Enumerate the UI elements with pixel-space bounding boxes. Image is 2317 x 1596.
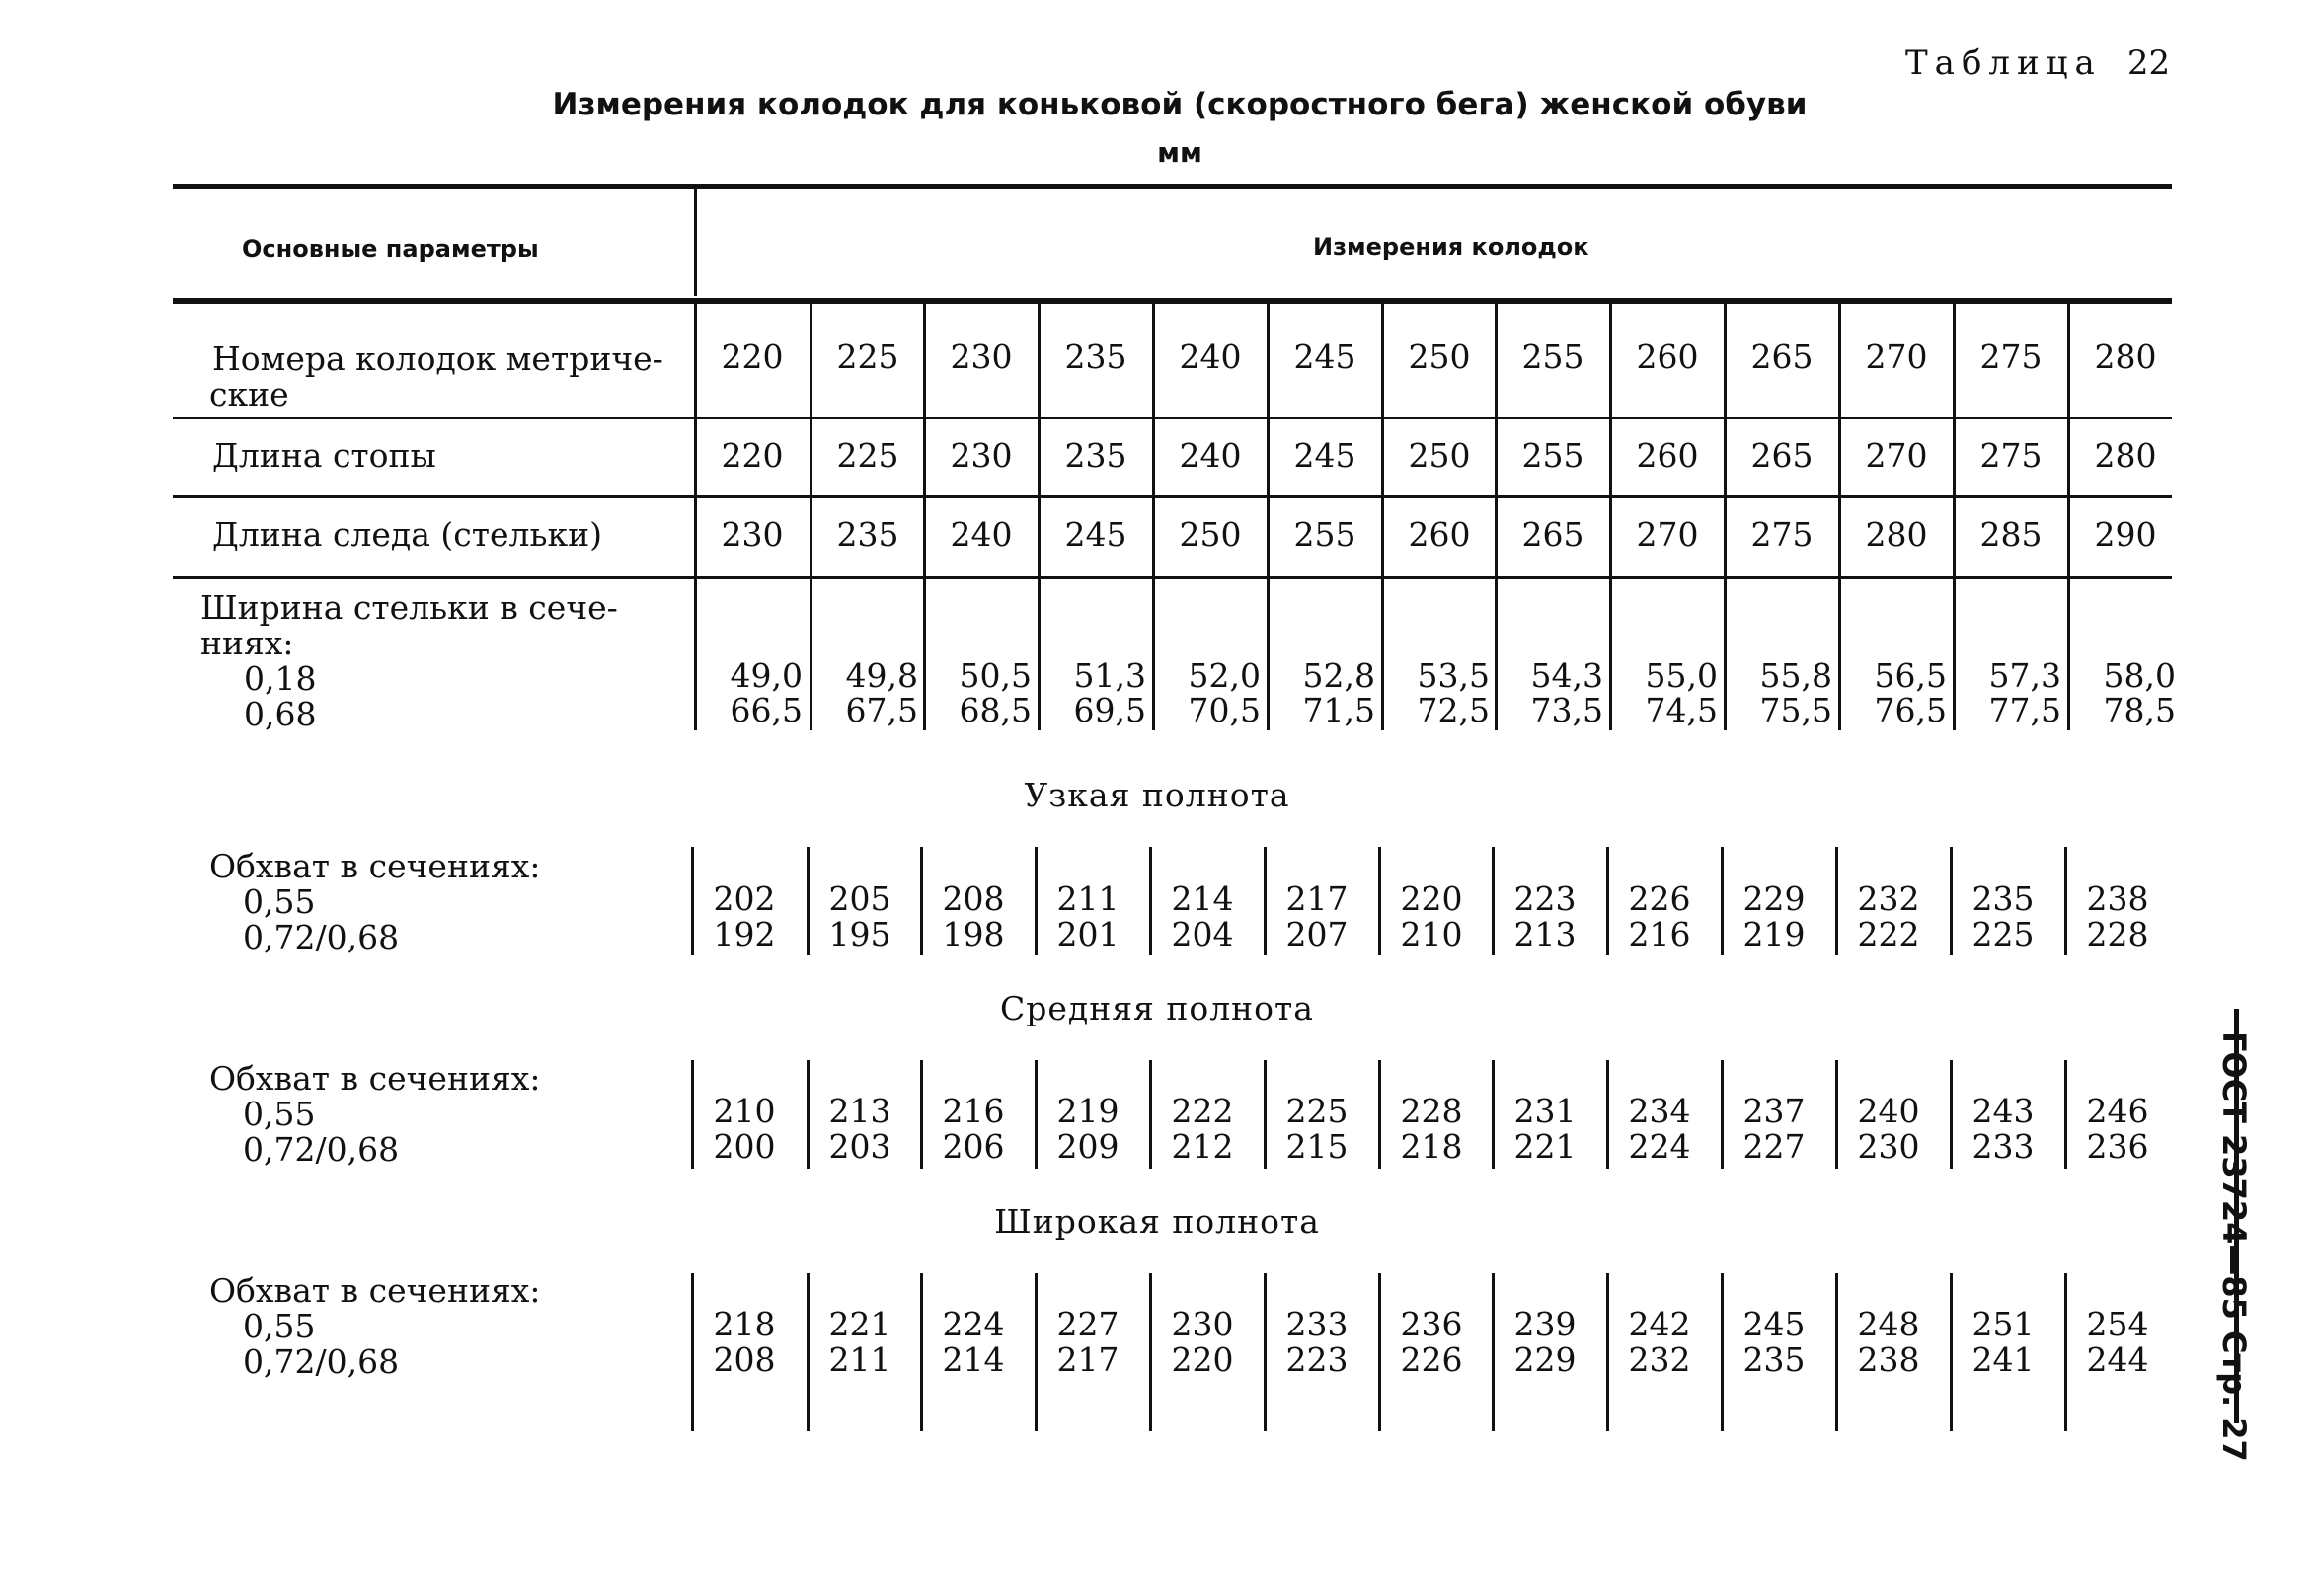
value-cell: 223 xyxy=(1513,879,1577,918)
value-cell: 210 xyxy=(1400,915,1463,953)
value-cell: 207 xyxy=(1285,915,1349,953)
girth-label: Обхват в сечениях: xyxy=(209,1271,541,1310)
table-unit: мм xyxy=(1157,136,1202,169)
value-cell: 244 xyxy=(2086,1340,2149,1379)
value-cell: 75,5 xyxy=(1759,691,1832,729)
value-cell: 50,5 xyxy=(959,656,1032,695)
value-cell: 200 xyxy=(713,1127,776,1166)
top-rule xyxy=(173,184,2172,189)
value-cell: 234 xyxy=(1628,1092,1691,1130)
row-rule xyxy=(173,495,2172,498)
value-cell: 235 xyxy=(1971,879,2035,918)
header-divider xyxy=(694,188,697,296)
value-cell: 265 xyxy=(1750,436,1814,475)
value-cell: 245 xyxy=(1293,338,1356,376)
value-cell: 221 xyxy=(1513,1127,1577,1166)
girth-label-narrow xyxy=(209,849,541,955)
value-cell: 55,0 xyxy=(1645,656,1718,695)
value-cell: 230 xyxy=(721,515,784,554)
value-cell: 233 xyxy=(1285,1305,1349,1343)
value-cell: 54,3 xyxy=(1530,656,1603,695)
insole-width-label-line1: Ширина стельки в сече- xyxy=(200,588,618,627)
value-cell: 213 xyxy=(828,1092,891,1130)
value-cell: 235 xyxy=(1064,436,1127,475)
value-cell: 220 xyxy=(1400,879,1463,918)
value-cell: 52,8 xyxy=(1302,656,1375,695)
value-cell: 227 xyxy=(1742,1127,1806,1166)
value-cell: 51,3 xyxy=(1073,656,1146,695)
value-cell: 209 xyxy=(1056,1127,1120,1166)
value-cell: 68,5 xyxy=(959,691,1032,729)
value-cell: 270 xyxy=(1636,515,1699,554)
value-cell: 233 xyxy=(1971,1127,2035,1166)
value-cell: 230 xyxy=(1857,1127,1920,1166)
value-cell: 230 xyxy=(950,338,1013,376)
value-cell: 260 xyxy=(1408,515,1471,554)
girth-sub1: 0,55 xyxy=(243,1095,316,1133)
table-number xyxy=(1905,43,2170,83)
value-cell: 275 xyxy=(1750,515,1814,554)
value-cell: 235 xyxy=(1064,338,1127,376)
value-cell: 213 xyxy=(1513,915,1577,953)
value-cell: 219 xyxy=(1056,1092,1120,1130)
value-cell: 265 xyxy=(1521,515,1584,554)
value-cell: 223 xyxy=(1285,1340,1349,1379)
value-cell: 222 xyxy=(1171,1092,1234,1130)
value-cell: 49,8 xyxy=(845,656,918,695)
value-cell: 215 xyxy=(1285,1127,1349,1166)
value-cell: 236 xyxy=(2086,1127,2149,1166)
value-cell: 217 xyxy=(1285,879,1349,918)
value-cell: 220 xyxy=(721,338,784,376)
value-cell: 227 xyxy=(1056,1305,1120,1343)
insole-width-sub1: 0,18 xyxy=(244,659,317,698)
insole-width-sub2: 0,68 xyxy=(244,695,317,733)
value-cell: 238 xyxy=(2086,879,2149,918)
value-cell: 70,5 xyxy=(1188,691,1261,729)
value-cell: 52,0 xyxy=(1188,656,1261,695)
value-cell: 210 xyxy=(713,1092,776,1130)
girth-sub2: 0,72/0,68 xyxy=(243,918,400,956)
value-cell: 255 xyxy=(1293,515,1356,554)
row-rule xyxy=(173,576,2172,579)
section-title-medium: Средняя полнота xyxy=(1000,989,1314,1027)
value-cell: 201 xyxy=(1056,915,1120,953)
value-cell: 220 xyxy=(721,436,784,475)
value-cell: 214 xyxy=(942,1340,1005,1379)
value-cell: 232 xyxy=(1857,879,1920,918)
value-cell: 74,5 xyxy=(1645,691,1718,729)
value-cell: 228 xyxy=(2086,915,2149,953)
value-cell: 211 xyxy=(1056,879,1120,918)
value-cell: 224 xyxy=(942,1305,1005,1343)
value-cell: 232 xyxy=(1628,1340,1691,1379)
value-cell: 230 xyxy=(950,436,1013,475)
value-cell: 55,8 xyxy=(1759,656,1832,695)
girth-sub1: 0,55 xyxy=(243,1307,316,1345)
foot-length-label: Длина стопы xyxy=(212,436,436,475)
value-cell: 225 xyxy=(1971,915,2035,953)
value-cell: 218 xyxy=(1400,1127,1463,1166)
value-cell: 228 xyxy=(1400,1092,1463,1130)
value-cell: 73,5 xyxy=(1530,691,1603,729)
girth-sub2: 0,72/0,68 xyxy=(243,1342,400,1381)
value-cell: 72,5 xyxy=(1417,691,1490,729)
header-rule xyxy=(173,298,2172,304)
value-cell: 224 xyxy=(1628,1127,1691,1166)
value-cell: 203 xyxy=(828,1127,891,1166)
insole-length-label: Длина следа (стельки) xyxy=(212,515,602,554)
value-cell: 265 xyxy=(1750,338,1814,376)
value-cell: 235 xyxy=(1742,1340,1806,1379)
value-cell: 248 xyxy=(1857,1305,1920,1343)
value-cell: 237 xyxy=(1742,1092,1806,1130)
row-rule xyxy=(173,417,2172,419)
value-cell: 275 xyxy=(1979,436,2043,475)
value-cell: 260 xyxy=(1636,436,1699,475)
value-cell: 56,5 xyxy=(1874,656,1947,695)
value-cell: 216 xyxy=(1628,915,1691,953)
value-cell: 216 xyxy=(942,1092,1005,1130)
value-cell: 280 xyxy=(2094,436,2157,475)
value-cell: 245 xyxy=(1064,515,1127,554)
value-cell: 236 xyxy=(1400,1305,1463,1343)
value-cell: 206 xyxy=(942,1127,1005,1166)
section-title-narrow: Узкая полнота xyxy=(1024,776,1290,814)
girth-label: Обхват в сечениях: xyxy=(209,1059,541,1098)
value-cell: 231 xyxy=(1513,1092,1577,1130)
header-measurements: Измерения колодок xyxy=(1313,233,1589,261)
girth-sub1: 0,55 xyxy=(243,882,316,921)
value-cell: 192 xyxy=(713,915,776,953)
value-cell: 204 xyxy=(1171,915,1234,953)
value-cell: 208 xyxy=(942,879,1005,918)
value-cell: 225 xyxy=(836,436,899,475)
value-cell: 290 xyxy=(2094,515,2157,554)
value-cell: 280 xyxy=(1865,515,1928,554)
value-cell: 242 xyxy=(1628,1305,1691,1343)
value-cell: 76,5 xyxy=(1874,691,1947,729)
value-cell: 254 xyxy=(2086,1305,2149,1343)
value-cell: 240 xyxy=(950,515,1013,554)
value-cell: 243 xyxy=(1971,1092,2035,1130)
value-cell: 226 xyxy=(1628,879,1691,918)
insole-width-label-line2: ниях: xyxy=(200,624,294,662)
value-cell: 57,3 xyxy=(1988,656,2061,695)
value-cell: 49,0 xyxy=(730,656,803,695)
value-cell: 270 xyxy=(1865,338,1928,376)
value-cell: 208 xyxy=(713,1340,776,1379)
value-cell: 246 xyxy=(2086,1092,2149,1130)
value-cell: 225 xyxy=(836,338,899,376)
girth-label: Обхват в сечениях: xyxy=(209,847,541,885)
value-cell: 212 xyxy=(1171,1127,1234,1166)
value-cell: 239 xyxy=(1513,1305,1577,1343)
size-numbers-label xyxy=(209,340,663,414)
side-label: ГОСТ 23724—85 Стр. 27 xyxy=(2215,1031,2253,1462)
value-cell: 229 xyxy=(1513,1340,1577,1379)
table-title: Измерения колодок для коньковой (скоростного бега) женской обуви xyxy=(552,87,1808,122)
value-cell: 260 xyxy=(1636,338,1699,376)
value-cell: 69,5 xyxy=(1073,691,1146,729)
value-cell: 255 xyxy=(1521,338,1584,376)
value-cell: 198 xyxy=(942,915,1005,953)
insole-width-label xyxy=(200,590,618,732)
value-cell: 226 xyxy=(1400,1340,1463,1379)
value-cell: 67,5 xyxy=(845,691,918,729)
header-params: Основные параметры xyxy=(242,235,539,263)
value-cell: 275 xyxy=(1979,338,2043,376)
value-cell: 241 xyxy=(1971,1340,2035,1379)
girth-sub2: 0,72/0,68 xyxy=(243,1130,400,1169)
value-cell: 211 xyxy=(828,1340,891,1379)
value-cell: 222 xyxy=(1857,915,1920,953)
value-cell: 238 xyxy=(1857,1340,1920,1379)
table-number-value: 22 xyxy=(2126,43,2171,83)
value-cell: 202 xyxy=(713,879,776,918)
value-cell: 285 xyxy=(1979,515,2043,554)
value-cell: 245 xyxy=(1293,436,1356,475)
value-cell: 245 xyxy=(1742,1305,1806,1343)
value-cell: 221 xyxy=(828,1305,891,1343)
value-cell: 66,5 xyxy=(730,691,803,729)
value-cell: 71,5 xyxy=(1302,691,1375,729)
value-cell: 218 xyxy=(713,1305,776,1343)
value-cell: 58,0 xyxy=(2103,656,2176,695)
value-cell: 255 xyxy=(1521,436,1584,475)
value-cell: 240 xyxy=(1857,1092,1920,1130)
value-cell: 217 xyxy=(1056,1340,1120,1379)
size-numbers-label-line2: ские xyxy=(209,375,289,414)
value-cell: 240 xyxy=(1179,436,1242,475)
section-title-wide: Широкая полнота xyxy=(994,1202,1320,1241)
value-cell: 235 xyxy=(836,515,899,554)
value-cell: 219 xyxy=(1742,915,1806,953)
value-cell: 225 xyxy=(1285,1092,1349,1130)
value-cell: 280 xyxy=(2094,338,2157,376)
value-cell: 214 xyxy=(1171,879,1234,918)
value-cell: 195 xyxy=(828,915,891,953)
value-cell: 250 xyxy=(1408,436,1471,475)
size-numbers-label-line1: Номера колодок метриче- xyxy=(212,340,663,378)
value-cell: 270 xyxy=(1865,436,1928,475)
value-cell: 53,5 xyxy=(1417,656,1490,695)
value-cell: 229 xyxy=(1742,879,1806,918)
value-cell: 251 xyxy=(1971,1305,2035,1343)
value-cell: 250 xyxy=(1179,515,1242,554)
girth-label-medium xyxy=(209,1061,541,1168)
value-cell: 230 xyxy=(1171,1305,1234,1343)
value-cell: 78,5 xyxy=(2103,691,2176,729)
value-cell: 77,5 xyxy=(1988,691,2061,729)
table-label: Таблица xyxy=(1905,43,2102,83)
value-cell: 205 xyxy=(828,879,891,918)
value-cell: 240 xyxy=(1179,338,1242,376)
girth-label-wide xyxy=(209,1273,541,1380)
value-cell: 250 xyxy=(1408,338,1471,376)
value-cell: 220 xyxy=(1171,1340,1234,1379)
